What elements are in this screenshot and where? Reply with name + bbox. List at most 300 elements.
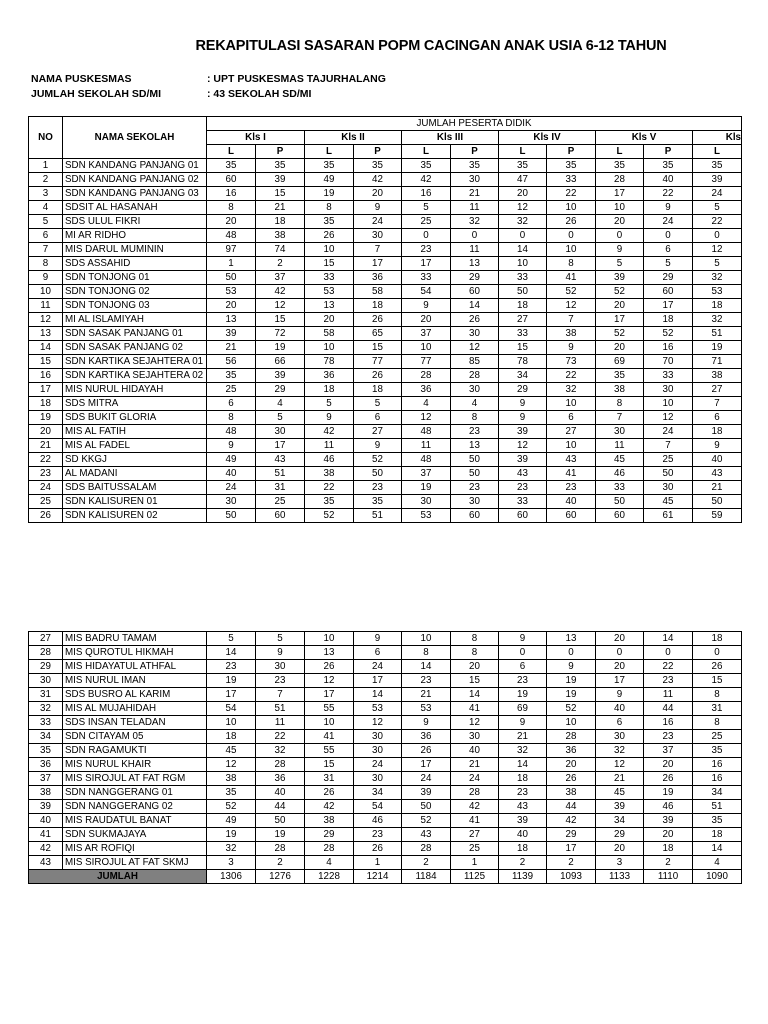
student-count-cell: 30 [354,744,402,758]
student-count-cell: 30 [207,495,256,509]
school-name: SDN KANDANG PANJANG 02 [63,173,207,187]
student-count-cell: 54 [207,702,256,716]
student-count-cell: 40 [693,453,742,467]
student-count-cell: 0 [499,646,547,660]
student-count-cell: 14 [693,842,742,856]
student-count-cell: 39 [499,814,547,828]
student-count-cell: 58 [305,327,354,341]
student-count-cell: 46 [305,453,354,467]
student-count-cell: 36 [402,730,451,744]
student-count-cell: 0 [451,229,499,243]
header-class: Kls III [402,131,499,145]
student-count-cell: 51 [256,467,305,481]
row-number: 8 [29,257,63,271]
student-count-cell: 20 [354,187,402,201]
student-count-cell: 4 [256,397,305,411]
student-count-cell: 20 [644,828,693,842]
student-count-cell: 12 [644,411,693,425]
row-number: 41 [29,828,63,842]
table-row [29,467,742,481]
student-count-cell: 14 [451,688,499,702]
student-count-cell: 26 [402,744,451,758]
student-count-cell: 35 [207,369,256,383]
student-count-cell: 6 [354,646,402,660]
student-count-cell: 14 [354,688,402,702]
school-name: SDN TONJONG 03 [63,299,207,313]
student-count-cell: 27 [354,425,402,439]
student-count-cell: 18 [693,828,742,842]
student-count-cell: 97 [207,243,256,257]
student-count-cell: 22 [693,215,742,229]
school-name: AL MADANI [63,467,207,481]
student-count-cell: 50 [451,453,499,467]
student-count-cell: 19 [693,341,742,355]
student-count-cell: 50 [207,509,256,523]
student-count-cell: 5 [693,257,742,271]
student-count-cell: 10 [499,257,547,271]
student-count-cell: 6 [596,716,644,730]
student-count-cell: 8 [402,646,451,660]
meta-label: JUMLAH SEKOLAH SD/MI [31,88,162,100]
header-class: Kls V [596,131,693,145]
table-row [29,744,742,758]
student-count-cell: 28 [402,369,451,383]
student-count-cell: 24 [451,772,499,786]
student-count-cell: 7 [596,411,644,425]
student-count-cell: 8 [693,716,742,730]
student-count-cell: 35 [207,159,256,173]
recap-table-part-1 [28,116,742,523]
student-count-cell: 35 [451,159,499,173]
total-label: JUMLAH [29,870,207,884]
student-count-cell: 38 [596,383,644,397]
student-count-cell: 6 [499,660,547,674]
total-value: 1228 [305,870,354,884]
total-value: 1276 [256,870,305,884]
student-count-cell: 9 [547,341,596,355]
student-count-cell: 35 [644,159,693,173]
student-count-cell: 35 [402,159,451,173]
student-count-cell: 23 [451,481,499,495]
student-count-cell: 28 [547,730,596,744]
student-count-cell: 52 [354,453,402,467]
student-count-cell: 60 [644,285,693,299]
student-count-cell: 18 [693,632,742,646]
student-count-cell: 26 [354,313,402,327]
row-number: 31 [29,688,63,702]
student-count-cell: 2 [644,856,693,870]
table-row [29,716,742,730]
header-class: Kls IV [499,131,596,145]
student-count-cell: 7 [354,243,402,257]
student-count-cell: 85 [451,355,499,369]
student-count-cell: 40 [547,495,596,509]
row-number: 26 [29,509,63,523]
student-count-cell: 35 [256,159,305,173]
student-count-cell: 18 [207,730,256,744]
student-count-cell: 30 [354,229,402,243]
table-row [29,187,742,201]
student-count-cell: 19 [256,341,305,355]
student-count-cell: 38 [305,814,354,828]
student-count-cell: 35 [354,159,402,173]
student-count-cell: 48 [207,229,256,243]
student-count-cell: 15 [451,674,499,688]
student-count-cell: 10 [207,716,256,730]
student-count-cell: 26 [693,660,742,674]
student-count-cell: 13 [547,632,596,646]
student-count-cell: 50 [354,467,402,481]
school-name: SDS ASSAHID [63,257,207,271]
meta-value: : UPT PUSKESMAS TAJURHALANG [207,73,386,85]
row-number: 13 [29,327,63,341]
student-count-cell: 35 [693,744,742,758]
row-number: 34 [29,730,63,744]
school-name: MIS NURUL IMAN [63,674,207,688]
school-name: MI AL ISLAMIYAH [63,313,207,327]
total-value: 1090 [693,870,742,884]
student-count-cell: 18 [499,299,547,313]
student-count-cell: 34 [693,786,742,800]
student-count-cell: 24 [354,215,402,229]
student-count-cell: 10 [305,341,354,355]
school-name: MIS SIROJUL AT FAT RGM [63,772,207,786]
student-count-cell: 10 [547,397,596,411]
student-count-cell: 40 [644,173,693,187]
student-count-cell: 18 [644,842,693,856]
student-count-cell: 9 [354,632,402,646]
table-row [29,159,742,173]
student-count-cell: 29 [305,828,354,842]
school-name: SDN TONJONG 01 [63,271,207,285]
table-row [29,397,742,411]
student-count-cell: 23 [354,481,402,495]
student-count-cell: 41 [451,814,499,828]
student-count-cell: 45 [644,495,693,509]
student-count-cell: 18 [499,842,547,856]
student-count-cell: 8 [596,397,644,411]
student-count-cell: 39 [402,786,451,800]
student-count-cell: 9 [402,299,451,313]
row-number: 21 [29,439,63,453]
student-count-cell: 32 [693,271,742,285]
student-count-cell: 1 [207,257,256,271]
student-count-cell: 41 [451,702,499,716]
student-count-cell: 9 [354,201,402,215]
table-row [29,814,742,828]
student-count-cell: 20 [644,758,693,772]
school-name: MIS NURUL HIDAYAH [63,383,207,397]
student-count-cell: 52 [547,285,596,299]
student-count-cell: 35 [354,495,402,509]
student-count-cell: 23 [402,243,451,257]
student-count-cell: 1 [354,856,402,870]
student-count-cell: 9 [596,243,644,257]
student-count-cell: 1 [451,856,499,870]
student-count-cell: 33 [547,173,596,187]
student-count-cell: 28 [305,842,354,856]
student-count-cell: 69 [499,702,547,716]
student-count-cell: 49 [207,453,256,467]
student-count-cell: 15 [693,674,742,688]
student-count-cell: 24 [644,425,693,439]
student-count-cell: 40 [499,828,547,842]
student-count-cell: 5 [207,632,256,646]
table-row [29,481,742,495]
school-name: SDN SASAK PANJANG 02 [63,341,207,355]
student-count-cell: 30 [451,730,499,744]
student-count-cell: 15 [256,313,305,327]
student-count-cell: 12 [451,716,499,730]
student-count-cell: 29 [596,828,644,842]
row-number: 24 [29,481,63,495]
student-count-cell: 18 [499,772,547,786]
row-number: 38 [29,786,63,800]
student-count-cell: 11 [451,243,499,257]
student-count-cell: 60 [207,173,256,187]
table-row [29,786,742,800]
student-count-cell: 10 [305,716,354,730]
student-count-cell: 2 [256,856,305,870]
student-count-cell: 37 [402,327,451,341]
table-row [29,856,742,870]
student-count-cell: 10 [547,243,596,257]
student-count-cell: 42 [305,800,354,814]
student-count-cell: 11 [256,716,305,730]
student-count-cell: 21 [256,201,305,215]
student-count-cell: 16 [644,341,693,355]
row-number: 32 [29,702,63,716]
student-count-cell: 4 [402,397,451,411]
student-count-cell: 0 [596,646,644,660]
total-value: 1110 [644,870,693,884]
student-count-cell: 28 [451,786,499,800]
row-number: 17 [29,383,63,397]
student-count-cell: 35 [207,786,256,800]
row-number: 9 [29,271,63,285]
student-count-cell: 4 [451,397,499,411]
student-count-cell: 30 [644,383,693,397]
student-count-cell: 9 [693,439,742,453]
student-count-cell: 0 [547,646,596,660]
student-count-cell: 17 [305,688,354,702]
student-count-cell: 39 [256,369,305,383]
student-count-cell: 35 [693,814,742,828]
student-count-cell: 43 [402,828,451,842]
student-count-cell: 45 [596,786,644,800]
student-count-cell: 71 [693,355,742,369]
student-count-cell: 53 [305,285,354,299]
student-count-cell: 15 [256,187,305,201]
student-count-cell: 32 [256,744,305,758]
student-count-cell: 50 [596,495,644,509]
table-row [29,369,742,383]
table-row [29,257,742,271]
row-number: 19 [29,411,63,425]
student-count-cell: 13 [451,257,499,271]
student-count-cell: 60 [451,509,499,523]
student-count-cell: 21 [499,730,547,744]
student-count-cell: 25 [451,842,499,856]
school-name: SDS MITRA [63,397,207,411]
student-count-cell: 12 [256,299,305,313]
header-class: Kls II [305,131,402,145]
student-count-cell: 4 [305,856,354,870]
student-count-cell: 14 [644,632,693,646]
student-count-cell: 11 [596,439,644,453]
student-count-cell: 30 [256,425,305,439]
student-count-cell: 37 [256,271,305,285]
student-count-cell: 25 [693,730,742,744]
student-count-cell: 30 [354,772,402,786]
student-count-cell: 14 [402,660,451,674]
header-sex: P [547,145,596,159]
student-count-cell: 53 [402,509,451,523]
student-count-cell: 33 [596,481,644,495]
student-count-cell: 42 [547,814,596,828]
school-name: SD KKGJ [63,453,207,467]
student-count-cell: 66 [256,355,305,369]
student-count-cell: 10 [402,341,451,355]
header-sex: L [305,145,354,159]
student-count-cell: 12 [499,201,547,215]
student-count-cell: 53 [402,702,451,716]
student-count-cell: 5 [596,257,644,271]
student-count-cell: 78 [305,355,354,369]
student-count-cell: 35 [596,159,644,173]
student-count-cell: 26 [547,772,596,786]
student-count-cell: 8 [451,646,499,660]
student-count-cell: 44 [256,800,305,814]
student-count-cell: 40 [207,467,256,481]
student-count-cell: 23 [547,481,596,495]
student-count-cell: 35 [596,369,644,383]
student-count-cell: 26 [354,369,402,383]
row-number: 29 [29,660,63,674]
student-count-cell: 40 [256,786,305,800]
student-count-cell: 61 [644,509,693,523]
header-jumlah-peserta-didik: JUMLAH PESERTA DIDIK [207,117,742,131]
student-count-cell: 36 [305,369,354,383]
school-name: MIS DARUL MUMININ [63,243,207,257]
table-body-part-1 [29,159,742,523]
student-count-cell: 18 [693,425,742,439]
student-count-cell: 51 [693,327,742,341]
student-count-cell: 38 [693,369,742,383]
row-number: 42 [29,842,63,856]
student-count-cell: 7 [693,397,742,411]
table-row [29,383,742,397]
student-count-cell: 10 [547,201,596,215]
student-count-cell: 14 [499,243,547,257]
student-count-cell: 9 [354,439,402,453]
row-number: 3 [29,187,63,201]
student-count-cell: 34 [354,786,402,800]
student-count-cell: 50 [644,467,693,481]
school-name: SDN NANGGERANG 01 [63,786,207,800]
header-sex: P [644,145,693,159]
student-count-cell: 40 [451,744,499,758]
student-count-cell: 18 [644,313,693,327]
student-count-cell: 30 [451,327,499,341]
student-count-cell: 33 [499,495,547,509]
student-count-cell: 37 [402,467,451,481]
student-count-cell: 27 [547,425,596,439]
student-count-cell: 0 [693,229,742,243]
student-count-cell: 6 [354,411,402,425]
student-count-cell: 10 [305,243,354,257]
student-count-cell: 10 [644,397,693,411]
student-count-cell: 21 [451,758,499,772]
student-count-cell: 0 [644,646,693,660]
student-count-cell: 29 [644,271,693,285]
header-sex: L [596,145,644,159]
student-count-cell: 22 [644,660,693,674]
student-count-cell: 22 [644,187,693,201]
school-name: SDN SUKMAJAYA [63,828,207,842]
student-count-cell: 55 [305,744,354,758]
total-value: 1125 [451,870,499,884]
row-number: 25 [29,495,63,509]
student-count-cell: 42 [256,285,305,299]
row-number: 36 [29,758,63,772]
meta-value: : 43 SEKOLAH SD/MI [207,88,312,100]
student-count-cell: 12 [305,674,354,688]
student-count-cell: 10 [305,632,354,646]
header-sex: P [354,145,402,159]
student-count-cell: 8 [693,688,742,702]
student-count-cell: 8 [451,411,499,425]
student-count-cell: 60 [256,509,305,523]
student-count-cell: 17 [402,257,451,271]
student-count-cell: 78 [499,355,547,369]
student-count-cell: 16 [644,716,693,730]
row-number: 39 [29,800,63,814]
student-count-cell: 26 [305,786,354,800]
student-count-cell: 28 [256,842,305,856]
student-count-cell: 22 [547,187,596,201]
school-name: MIS AL FATIH [63,425,207,439]
student-count-cell: 32 [693,313,742,327]
student-count-cell: 12 [547,299,596,313]
row-number: 18 [29,397,63,411]
row-number: 23 [29,467,63,481]
student-count-cell: 17 [354,674,402,688]
student-count-cell: 22 [256,730,305,744]
student-count-cell: 18 [354,383,402,397]
student-count-cell: 27 [499,313,547,327]
student-count-cell: 9 [547,660,596,674]
table-row [29,439,742,453]
student-count-cell: 31 [693,702,742,716]
student-count-cell: 60 [451,285,499,299]
student-count-cell: 5 [402,201,451,215]
student-count-cell: 20 [451,660,499,674]
total-value: 1306 [207,870,256,884]
student-count-cell: 16 [693,758,742,772]
student-count-cell: 51 [354,509,402,523]
student-count-cell: 46 [354,814,402,828]
table-row [29,327,742,341]
student-count-cell: 52 [596,327,644,341]
student-count-cell: 17 [207,688,256,702]
student-count-cell: 9 [499,411,547,425]
table-row [29,355,742,369]
row-number: 30 [29,674,63,688]
student-count-cell: 28 [402,842,451,856]
table-row [29,509,742,523]
school-name: MIS RAUDATUL BANAT [63,814,207,828]
